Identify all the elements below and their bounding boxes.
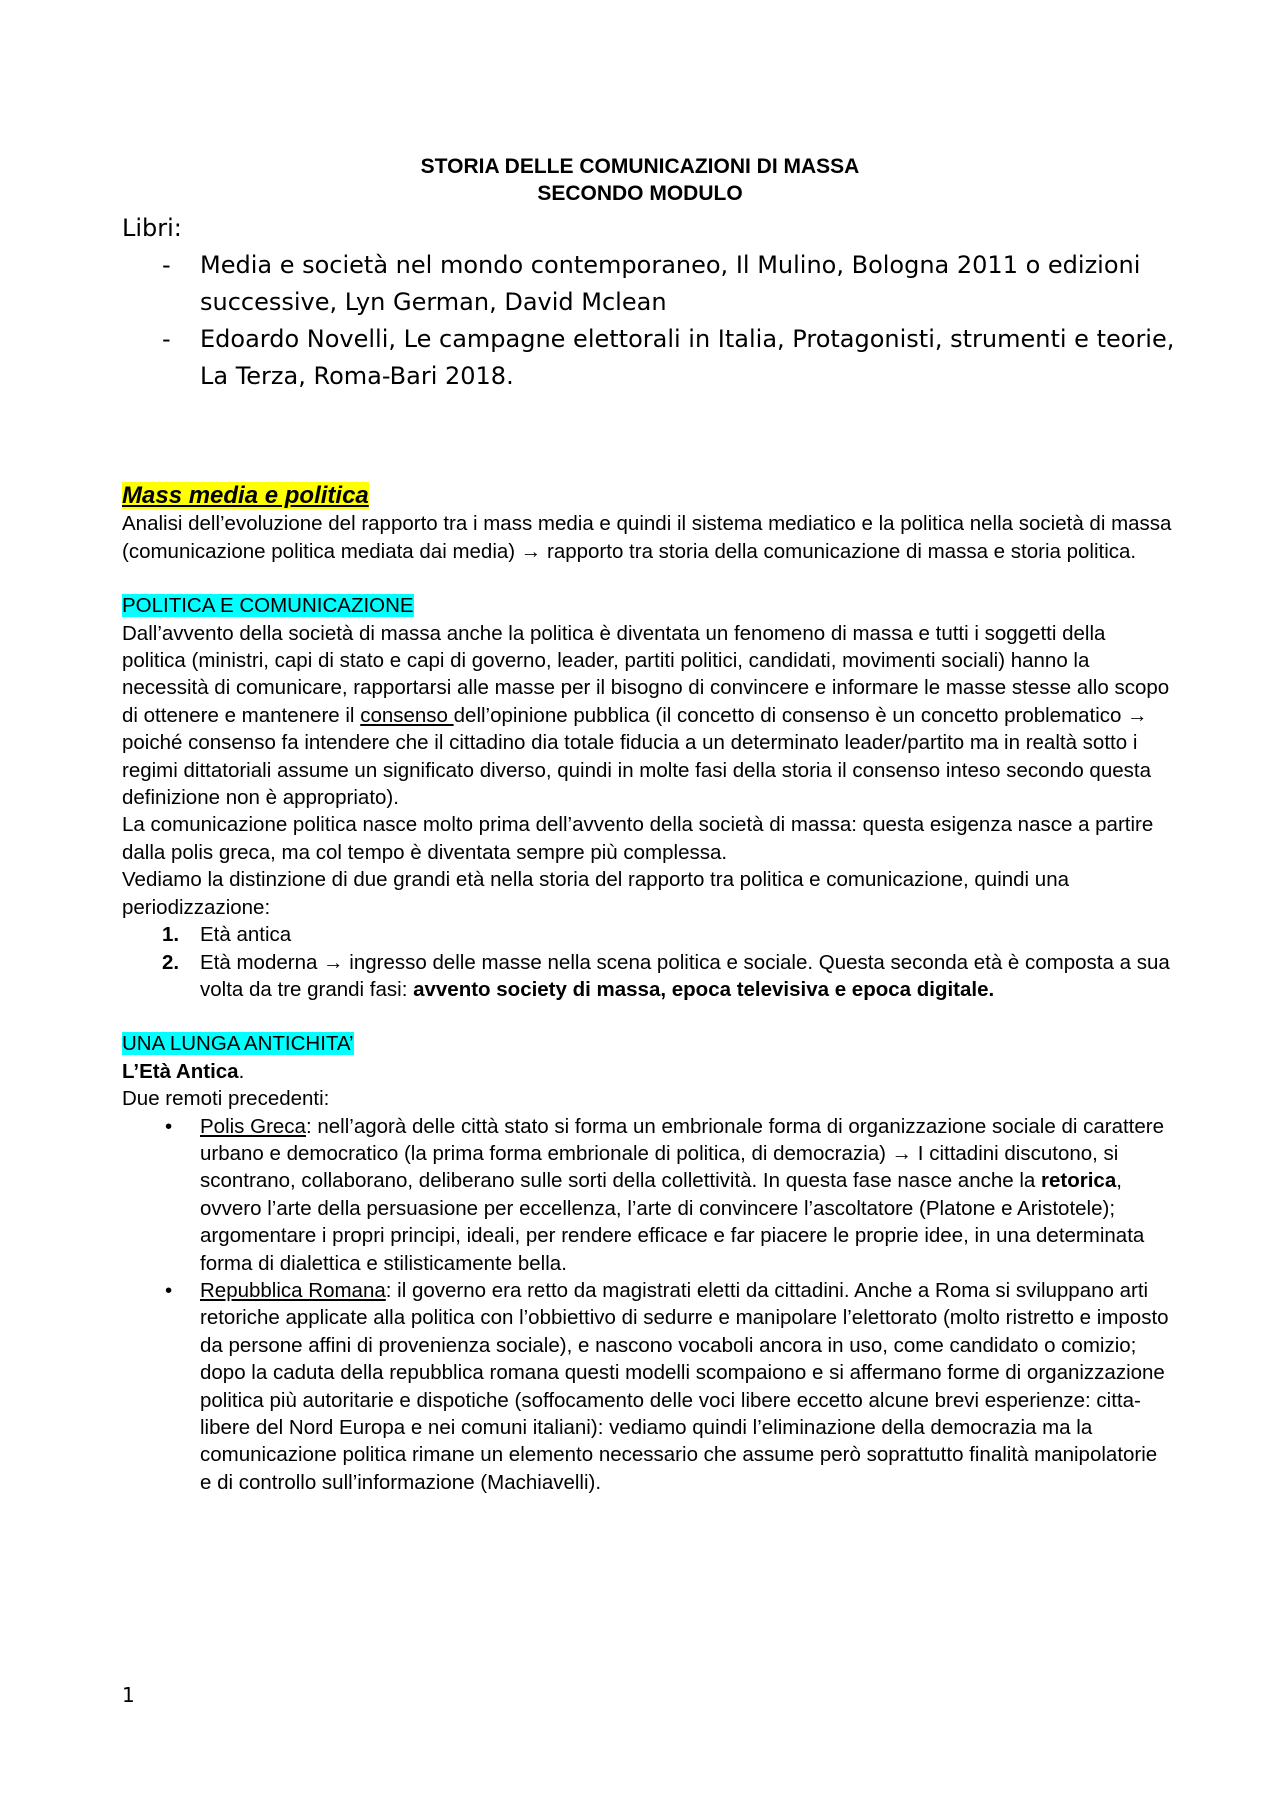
- document-body: [122, 482, 1172, 1496]
- dash-bullet-icon: -: [162, 325, 171, 353]
- section-heading-antichita: UNA LUNGA ANTICHITA’: [122, 1032, 354, 1056]
- section-heading-mass-media: Mass media e politica: [122, 482, 369, 509]
- paragraph: Due remoti precedenti:: [122, 1087, 330, 1111]
- books-section: [122, 210, 1182, 395]
- paragraph: Analisi dell’evoluzione del rapporto tra i mass media e quindi il sistema mediatico e la politica nella società di massa (comunicazione politica mediata dai media) → rapporto tra storia della comunicazione di massa e storia politica.: [122, 512, 1172, 563]
- paragraph: Vediamo la distinzione di due grandi età nella storia del rapporto tra politica e comunicazione, quindi una periodizzazione:: [122, 868, 1070, 919]
- list-item: 2. Età moderna → ingresso delle masse nella scena politica e sociale. Questa seconda età è composta a sua volta da tre grandi fasi: avvento society di massa, epoca televisiva e epoca digitale.: [162, 950, 1170, 1001]
- numbered-list: [122, 921, 1172, 1003]
- books-list: [122, 247, 1182, 395]
- document-subtitle: SECONDO MODULO: [537, 182, 743, 205]
- dash-bullet-icon: -: [162, 251, 171, 279]
- document-title: STORIA DELLE COMUNICAZIONI DI MASSA: [420, 155, 860, 178]
- underlined-term: consenso: [360, 703, 454, 727]
- page-number: 1: [122, 1683, 135, 1707]
- subheading: L’Età Antica.: [122, 1059, 245, 1083]
- paragraph: Dall’avvento della società di massa anche la politica è diventata un fenomeno di massa e tutti i soggetti della politica (ministri, capi di stato e capi di governo, leader, partiti politici, candidati, movimenti sociali) hanno la necessità di comunicare, rapportarsi alle masse per il bisogno di convincere e informare le masse stesse allo scopo di ottenere e mantenere il consenso dell’opinione pubblica (il concetto di consenso è un concetto problematico → poiché consenso fa intendere che il cittadino dia totale fiducia a un determinato leader/partito ma in realtà sotto i regimi dittatoriali assume un significato diverso, quindi in molte fasi della storia il consenso inteso secondo questa definizione non è appropriato).: [122, 621, 1170, 810]
- list-item: • Polis Greca: nell’agorà delle città stato si forma un embrionale forma di organizzazione sociale di carattere urbano e democratico (la prima forma embrionale di politica, di democrazia) → I cittadini discutono, si scontrano, collaborano, deliberano sulle sorti della collettività. In questa fase nasce anche la retorica, ovvero l’arte della persuasione per eccellenza, l’arte di convincere l’ascoltatore (Platone e Aristotele); argomentare i propri principi, ideali, per rendere efficace e far piacere le proprie idee, in una determinata forma di dialettica e stilisticamente bella.: [165, 1114, 1164, 1275]
- bullet-list: [122, 1113, 1172, 1497]
- section-heading-politica: POLITICA E COMUNICAZIONE: [122, 594, 414, 618]
- book-item: - Edoardo Novelli, Le campagne elettorali in Italia, Protagonisti, strumenti e teorie, La Terza, Roma-Bari 2018.: [122, 321, 1182, 395]
- paragraph: La comunicazione politica nasce molto prima dell’avvento della società di massa: questa esigenza nasce a partire dalla polis greca, ma col tempo è diventata sempre più complessa.: [122, 813, 1154, 864]
- book-item: - Media e società nel mondo contemporaneo, Il Mulino, Bologna 2011 o edizioni successive, Lyn German, David Mclean: [122, 247, 1182, 321]
- books-label: Libri:: [122, 214, 182, 242]
- bullet-icon: •: [165, 1278, 173, 1302]
- bullet-icon: •: [165, 1114, 173, 1138]
- list-item: 1. Età antica: [162, 923, 292, 947]
- list-item: • Repubblica Romana: il governo era retto da magistrati eletti da cittadini. Anche a Roma si sviluppano arti retoriche applicate alla politica con l’obbiettivo di sedurre e manipolare l’elettorato (molto ristretto e imposto da persone affini di provenienza sociale), e nascono vocaboli ancora in uso, come candidato o comizio; dopo la caduta della repubblica romana questi modelli scompaiono e si affermano forme di organizzazione politica più autoritarie e dispotiche (soffocamento delle voci libere eccetto alcune brevi esperienze: citta-libere del Nord Europa e nei comuni italiani): vediamo quindi l’eliminazione della democrazia ma la comunicazione politica rimane un elemento necessario che assume però soprattutto finalità manipolatorie e di controllo sull’informazione (Machiavelli).: [165, 1278, 1169, 1494]
